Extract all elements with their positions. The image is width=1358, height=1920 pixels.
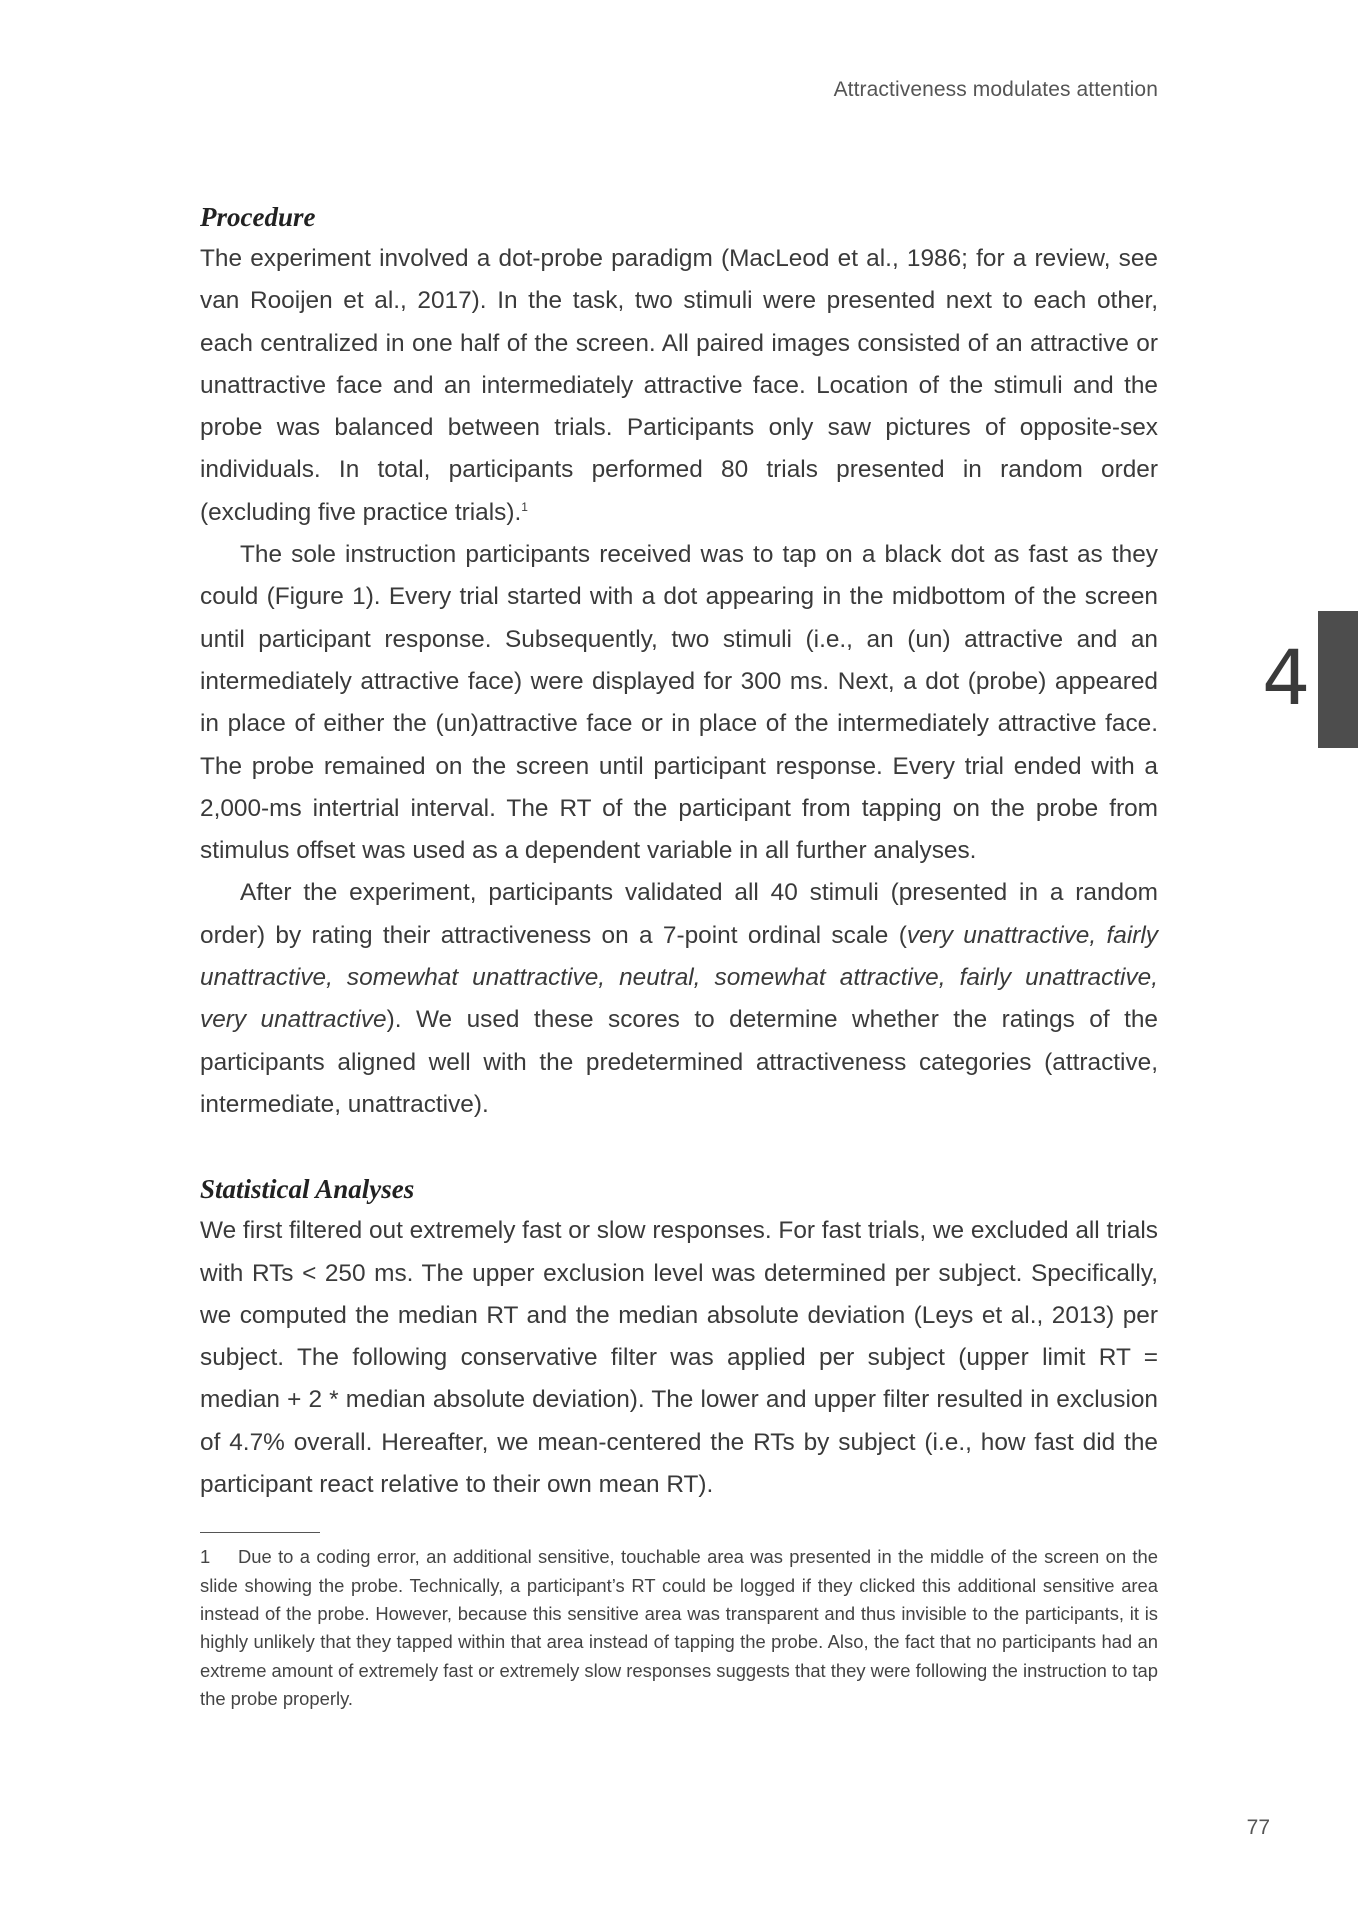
paragraph-text-after: ). We used these scores to determine whether the ratings of the participants aligned well with the predetermined attractiveness categories (attractive, intermediate, unattractive). xyxy=(200,1006,1158,1118)
procedure-paragraph-2: The sole instruction participants received was to tap on a black dot as fast as they could (Figure 1). Every trial started with a dot appearing in the midbottom of the screen until participant response. Subsequently, two stimuli (i.e., an (un) attractive and an intermediately attractive face) were displayed for 300 ms. Next, a dot (probe) appeared in place of either the (un)attractive face or in place of the intermediately attractive face. The probe remained on the screen until participant response. Every trial ended with a 2,000-ms intertrial interval. The RT of the participant from tapping on the probe from stimulus offset was used as a dependent variable in all further analyses. xyxy=(200,541,1158,865)
footnote-divider xyxy=(200,1532,320,1533)
chapter-number: 4 xyxy=(1262,633,1311,722)
footnote-number: 1 xyxy=(200,1546,211,1568)
paragraph-text-before: After the experiment, participants validated all 40 stimuli (presented in a random order) by rating their attractiveness on a 7-point ordinal scale ( xyxy=(200,879,1158,949)
footnote xyxy=(200,1543,1158,1713)
section-heading-procedure: Procedure xyxy=(200,202,316,232)
section-heading-statistical-analyses: Statistical Analyses xyxy=(200,1174,415,1205)
page-number: 77 xyxy=(1246,1816,1270,1839)
footnote-text: Due to a coding error, an additional sensitive, touchable area was presented in the middle of the screen on the slide showing the probe. Technically, a participant’s RT could be logged if they clicked this additional sensitive area instead of the probe. However, because this sensitive area was transparent and thus invisible to the participants, it is highly unlikely that they tapped within that area instead of tapping the probe. Also, the fact that no participants had an extreme amount of extremely fast or extremely slow responses suggests that they were following the instruction to tap the probe properly. xyxy=(200,1546,1158,1709)
chapter-tab xyxy=(1318,611,1358,748)
procedure-paragraph-1 xyxy=(200,238,1158,534)
procedure-paragraph-3 xyxy=(200,872,1158,1126)
scale-labels-italic: very unattractive, fairly unattractive, somewhat unattractive, neutral, somewhat attractive, fairly unattractive, very unattractive xyxy=(200,921,1159,1034)
section-spacer xyxy=(200,1126,1158,1168)
footnote-reference[interactable]: 1 xyxy=(521,499,528,514)
main-column xyxy=(200,196,1158,1713)
paragraph-text: The experiment involved a dot-probe paradigm (MacLeod et al., 1986; for a review, see van Rooijen et al., 2017). In the task, two stimuli were presented next to each other, each centralized in one half of the screen. All paired images consisted of an attractive or unattractive face and an intermediately attractive face. Location of the stimuli and the probe was balanced between trials. Participants only saw pictures of opposite-sex individuals. In total, participants performed 80 trials presented in random order (excluding five practice trials). xyxy=(200,245,1158,526)
statistical-analyses-paragraph-1: We first filtered out extremely fast or slow responses. For fast trials, we excluded all trials with RTs < 250 ms. The upper exclusion level was determined per subject. Specifically, we computed the median RT and the median absolute deviation (Leys et al., 2013) per subject. The following conservative filter was applied per subject (upper limit RT = median + 2 * median absolute deviation). The lower and upper filter resulted in exclusion of 4.7% overall. Hereafter, we mean-centered the RTs by subject (i.e., how fast did the participant react relative to their own mean RT). xyxy=(200,1217,1158,1499)
running-header: Attractiveness modulates attention xyxy=(833,78,1158,101)
